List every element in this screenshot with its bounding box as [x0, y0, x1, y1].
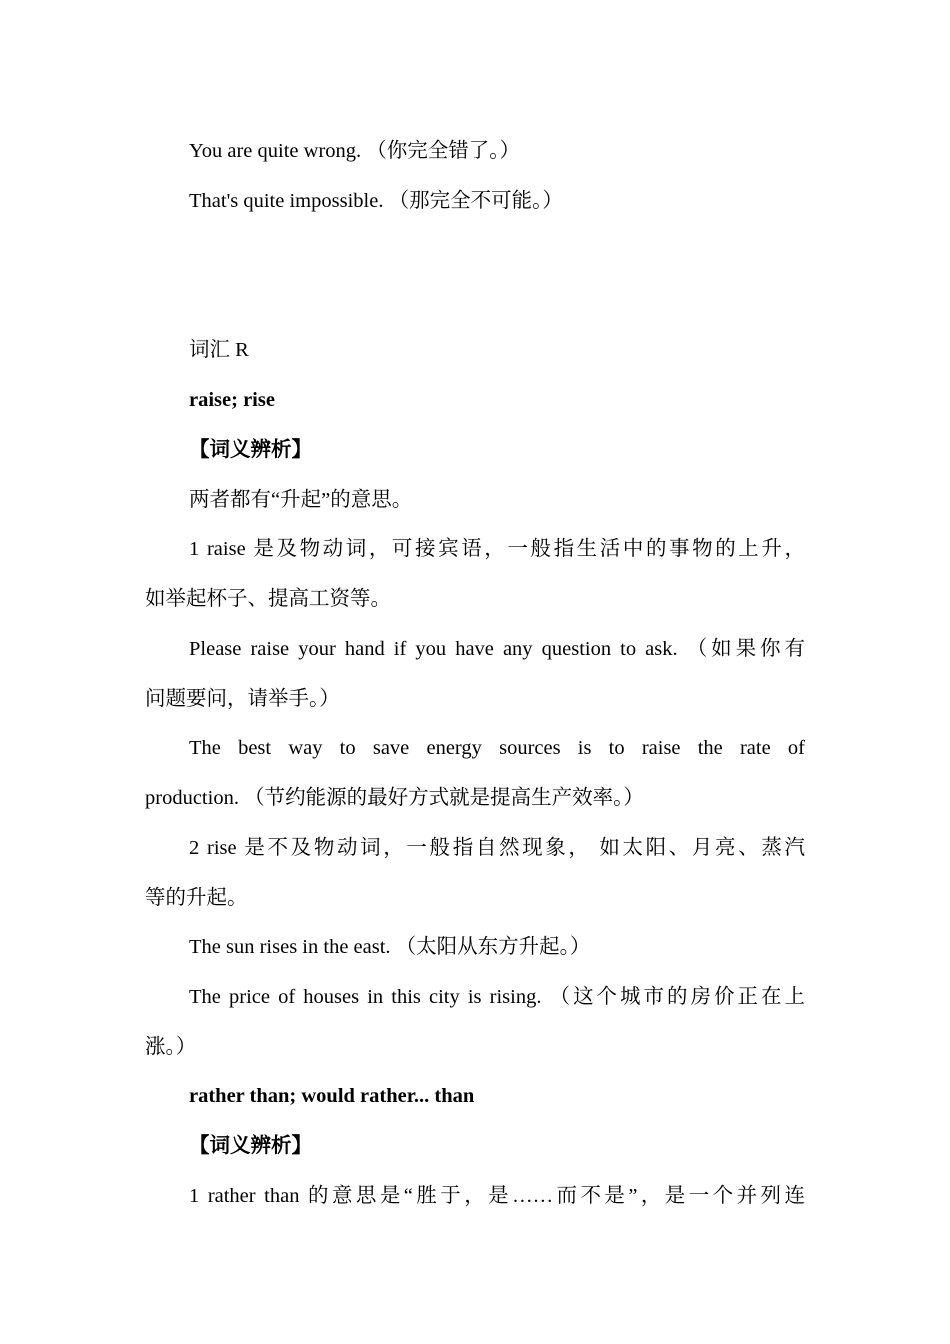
example-sentence-line: production. （节约能源的最好方式就是提高生产效率。）	[145, 787, 644, 809]
example-sentence: That's quite impossible. （那完全不可能。）	[189, 190, 563, 212]
body-paragraph: 两者都有“升起”的意思。	[189, 489, 413, 511]
example-sentence-line: 问题要问，请举手。）	[145, 688, 340, 710]
body-paragraph-line: 1 raise 是及物动词，可接宾语，一般指生活中的事物的上升，	[189, 538, 805, 560]
example-sentence-line: The price of houses in this city is rising. （这个城市的房价正在上	[189, 986, 805, 1008]
section-heading: 词汇 R	[189, 339, 249, 361]
body-paragraph-line: 如举起杯子、提高工资等。	[145, 588, 391, 610]
body-paragraph-line: 等的升起。	[145, 887, 248, 909]
entry-title: raise; rise	[189, 389, 275, 411]
example-sentence-line: Please raise your hand if you have any question to ask. （如果你有	[189, 638, 805, 660]
subsection-label: 【词义辨析】	[189, 439, 312, 461]
example-sentence-line: 涨。）	[145, 1036, 197, 1058]
example-sentence-line: The best way to save energy sources is to raise the rate of	[189, 737, 805, 759]
entry-title: rather than; would rather... than	[189, 1085, 475, 1107]
example-sentence: You are quite wrong. （你完全错了。）	[189, 140, 521, 162]
example-sentence: The sun rises in the east. （太阳从东方升起。）	[189, 936, 591, 958]
body-paragraph-line: 2 rise 是不及物动词，一般指自然现象， 如太阳、月亮、蒸汽	[189, 837, 805, 859]
body-paragraph-line: 1 rather than 的意思是“胜于，是……而不是”，是一个并列连	[189, 1185, 805, 1207]
subsection-label: 【词义辨析】	[189, 1135, 312, 1157]
